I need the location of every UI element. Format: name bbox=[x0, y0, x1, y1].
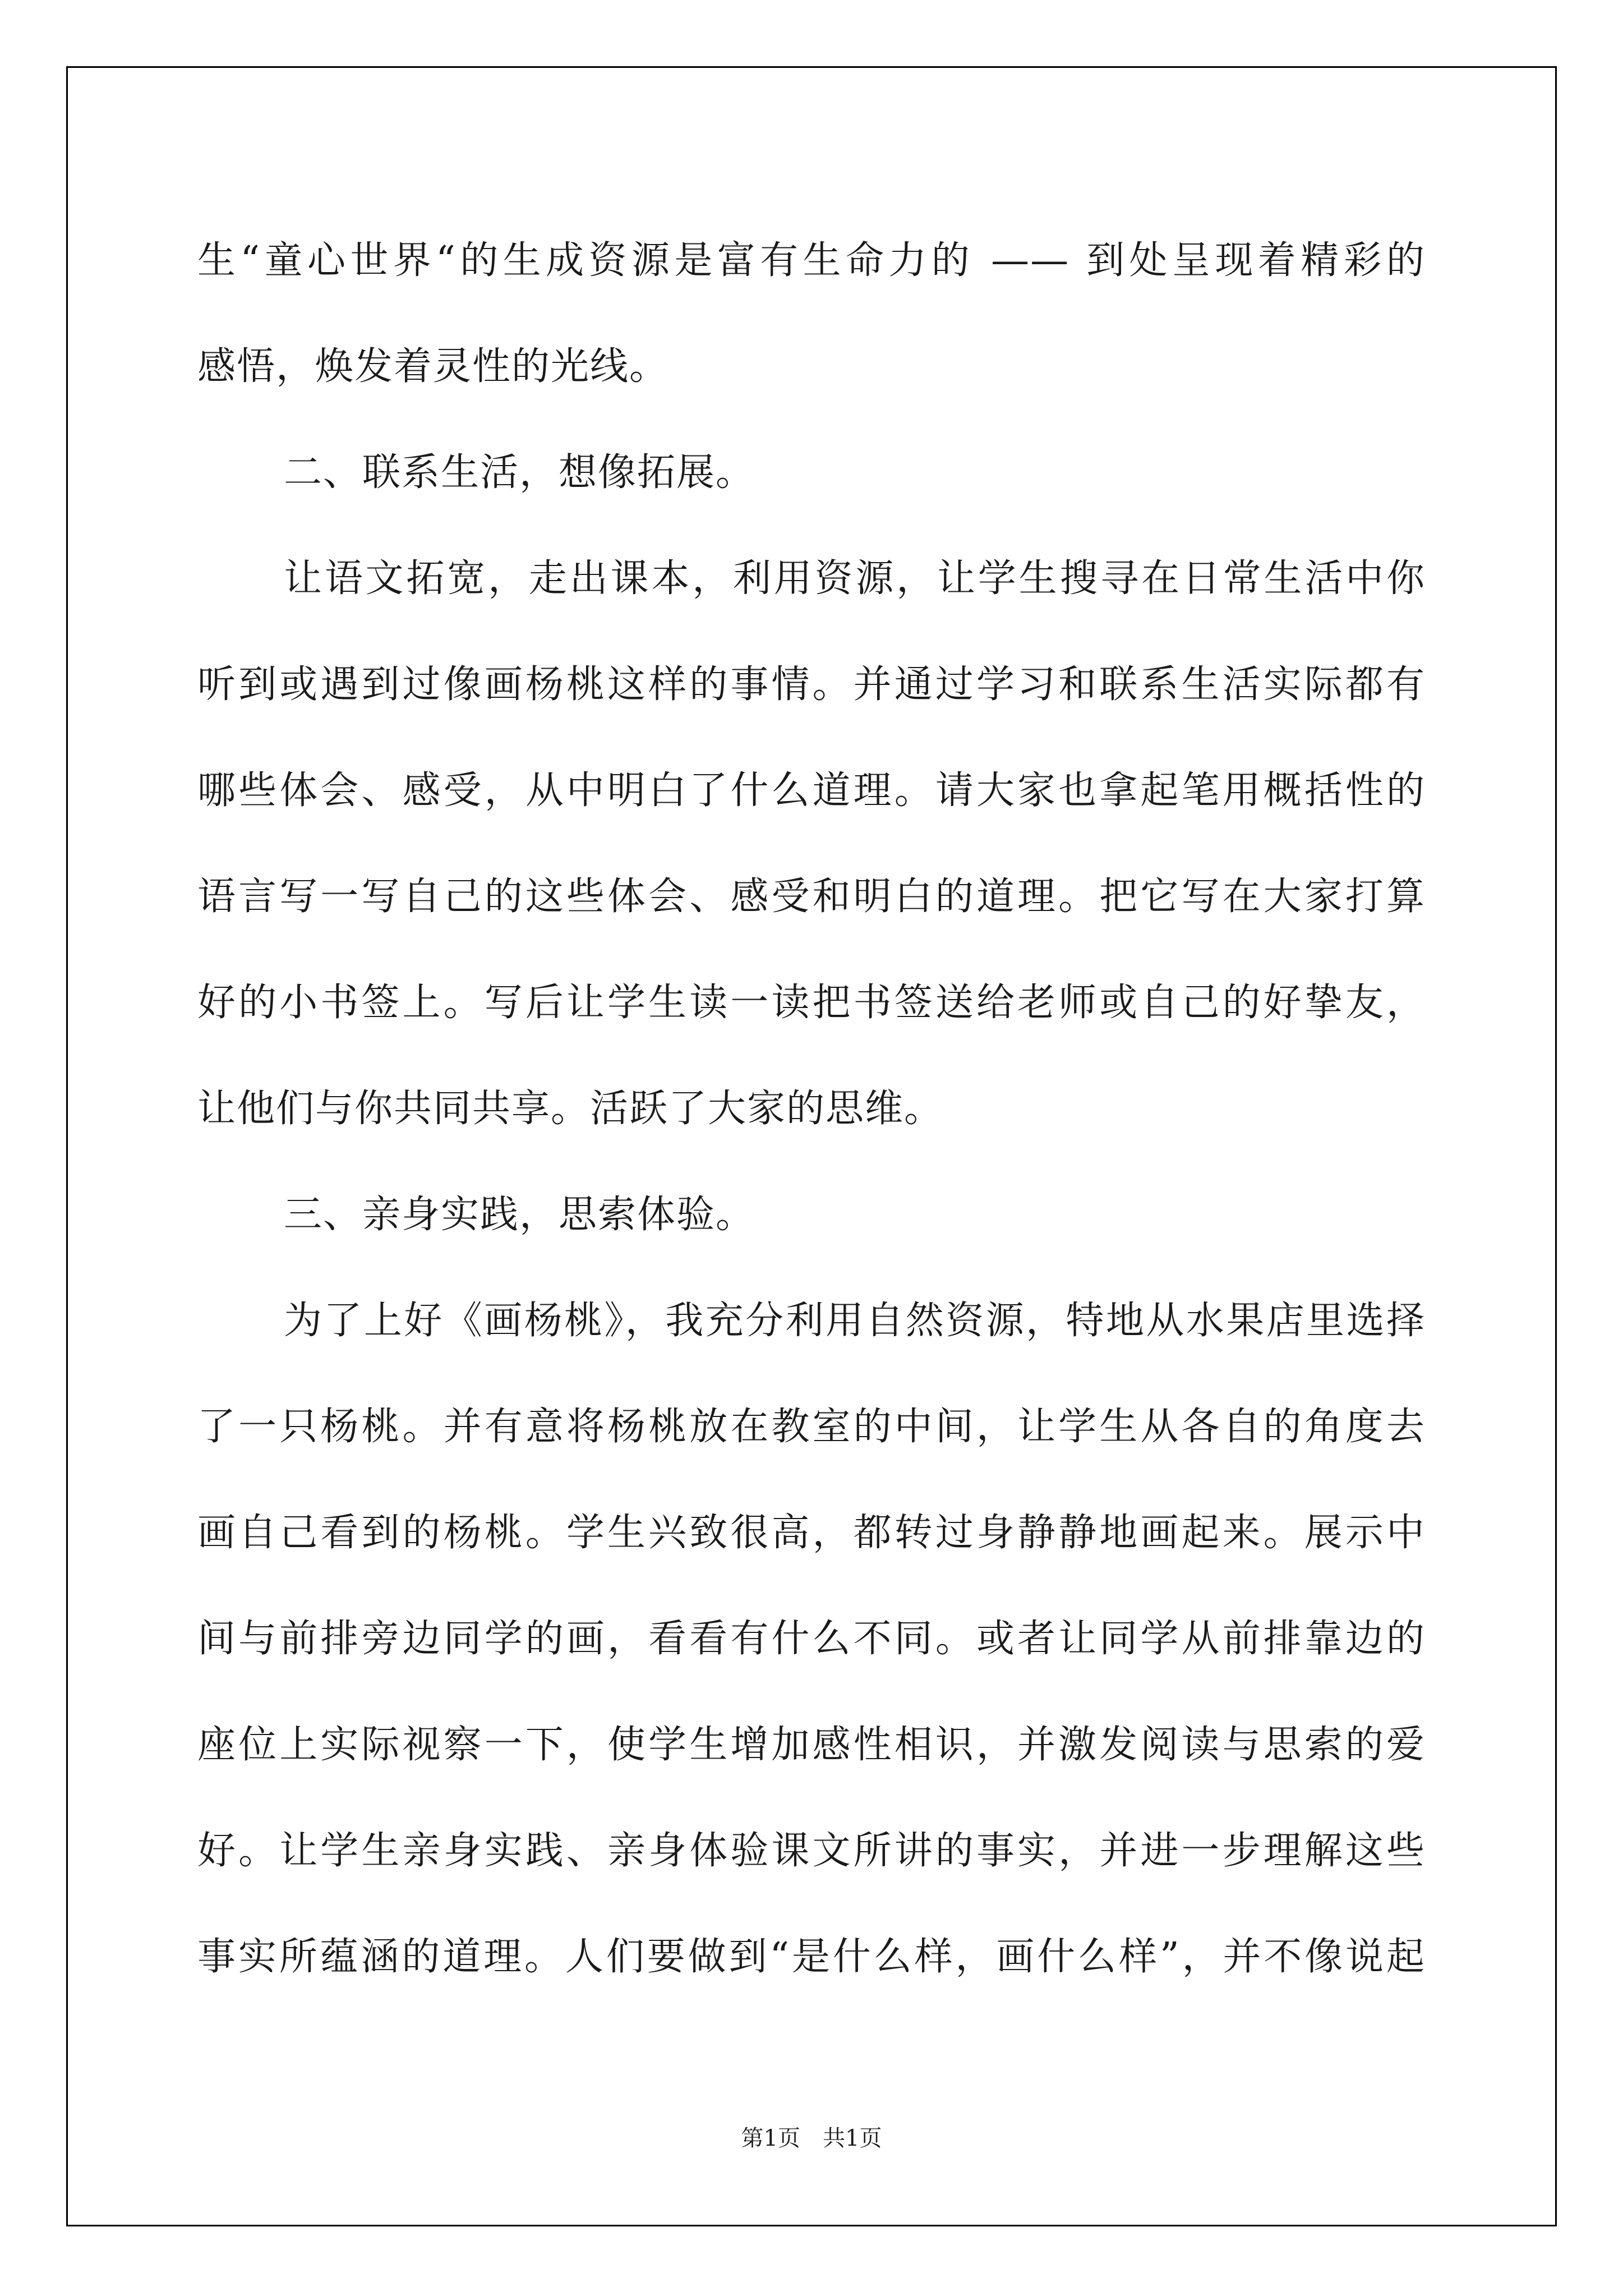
text-line-2: 感悟，焕发着灵性的光线。 bbox=[197, 344, 669, 389]
text-line-13: 画自己看到的杨桃。学生兴致很高，都转过身静静地画起来。展示中 bbox=[197, 1511, 1426, 1555]
text-line-17: 事实所蕴涵的道理。人们要做到“是什么样，画什么样”，并不像说起 bbox=[197, 1935, 1426, 1979]
text-line-7: 语言写一写自己的这些体会、感受和明白的道理。把它写在大家打算 bbox=[197, 875, 1426, 919]
text-line-9: 让他们与你共同共享。活跃了大家的思维。 bbox=[197, 1087, 944, 1131]
section-heading-3: 三、亲身实践，思索体验。 bbox=[284, 1193, 755, 1237]
text-line-11: 为了上好《画杨桃》，我充分利用自然资源，特地从水果店里选择 bbox=[284, 1299, 1426, 1343]
page-number: 第1页 共1页 bbox=[741, 2125, 882, 2151]
text-line-15: 座位上实际视察一下，使学生增加感性相识，并激发阅读与思索的爱 bbox=[197, 1723, 1426, 1767]
text-line-1: 生“童心世界“的生成资源是富有生命力的 —— 到处呈现着精彩的 bbox=[197, 238, 1426, 283]
document-body bbox=[197, 208, 1426, 2010]
text-line-8: 好的小书签上。写后让学生读一读把书签送给老师或自己的好挚友， bbox=[197, 981, 1426, 1025]
text-line-12: 了一只杨桃。并有意将杨桃放在教室的中间，让学生从各自的角度去 bbox=[197, 1405, 1426, 1449]
text-line-14: 间与前排旁边同学的画，看看有什么不同。或者让同学从前排靠边的 bbox=[197, 1617, 1426, 1661]
text-line-6: 哪些体会、感受，从中明白了什么道理。请大家也拿起笔用概括性的 bbox=[197, 769, 1426, 813]
section-heading-2: 二、联系生活，想像拓展。 bbox=[284, 450, 755, 495]
text-line-4: 让语文拓宽，走出课本，利用资源，让学生搜寻在日常生活中你 bbox=[284, 556, 1426, 601]
text-line-5: 听到或遇到过像画杨桃这样的事情。并通过学习和联系生活实际都有 bbox=[197, 662, 1426, 707]
text-line-16: 好。让学生亲身实践、亲身体验课文所讲的事实，并进一步理解这些 bbox=[197, 1829, 1426, 1873]
